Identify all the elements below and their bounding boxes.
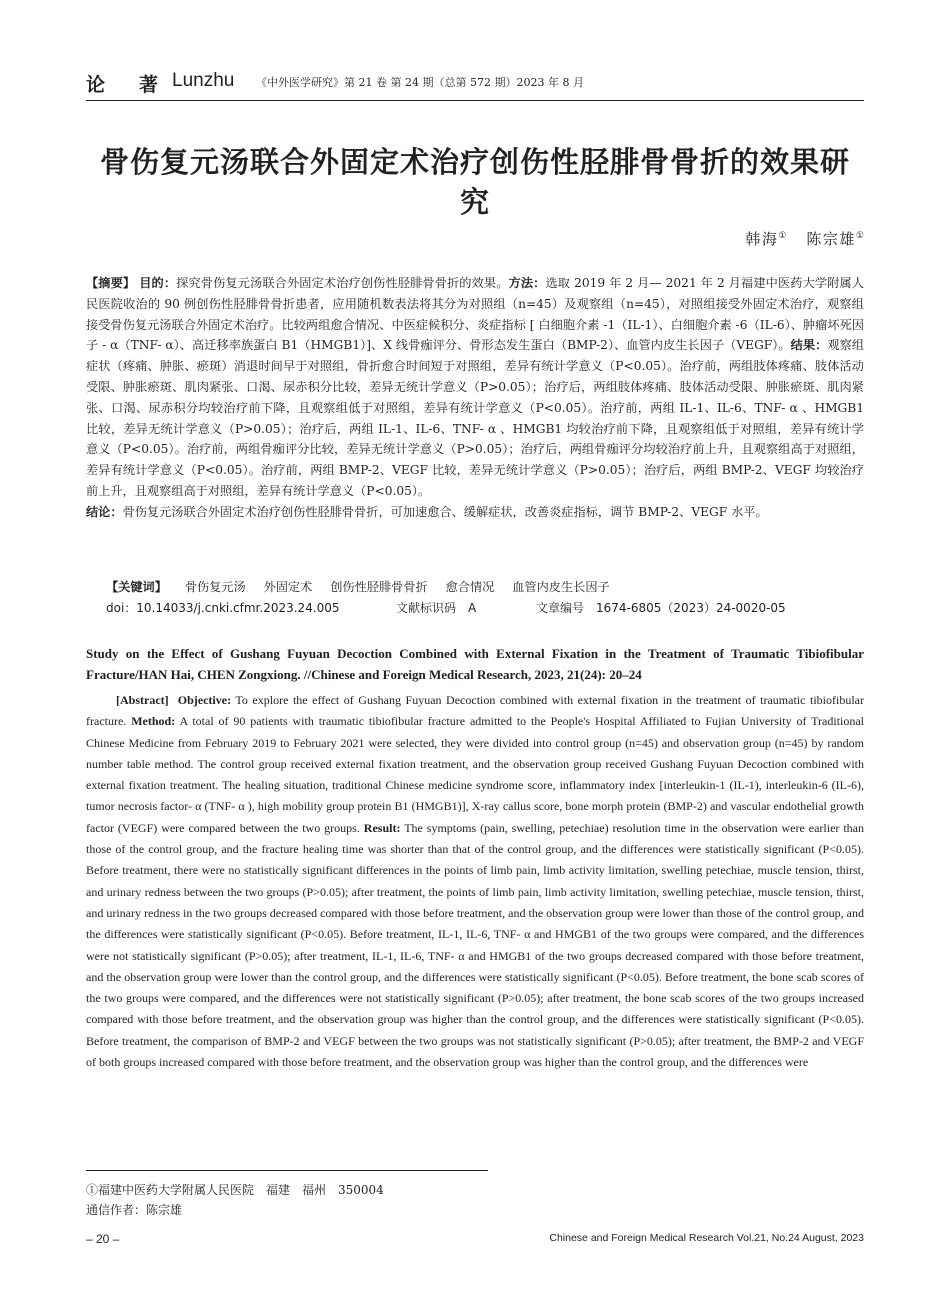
method-text: 选取 2019 年 2 月— 2021 年 2 月福建中医药大学附属人民医院收治的 90 例创伤性胫腓骨骨折患者，应用随机数表法将其分为对照组（n=45）及观察组（n=45），对照组接受外固定术治疗，观察组接受骨伤复元汤联合外固定术治疗。比较两组愈合情况、中医症候积分、炎症指标 [ 白细胞介素 -1（IL-1）、白细胞介素 -6（IL-6）、肿瘤坏死因子 - α（TNF- α）、高迁移率族蛋白 B1（HMGB1）]、X 线骨痂评分、骨形态发生蛋白（BMP-2）、血管内皮生长因子（VEGF）。	[86, 276, 865, 353]
footnote-divider	[86, 1170, 488, 1171]
footnotes	[86, 1180, 384, 1220]
en-objective-text: To explore the effect of Gushang Fuyuan Decoction combined with external fixation in the treatment of traumatic tibiofibular fracture.	[86, 693, 864, 729]
keyword: 血管内皮生长因子	[512, 580, 610, 594]
method-label: 方法：	[508, 276, 546, 290]
abstract-chinese	[86, 273, 864, 523]
journal-issue: 《中外医学研究》第 21 卷 第 24 期（总第 572 期）2023 年 8 月	[256, 76, 584, 89]
en-method-text: A total of 90 patients with traumatic tibiofibular fracture admitted to the People's Hospital Affiliated to Fujian University of Traditional Chinese Medicine from February 2019 to February 2021 were selected, they were divided into control group (n=45) and observation group (n=45) by random number table method. The control group received external fixation treatment, and the observation group received Gushang Fuyuan Decoction combined with external fixation treatment. The healing situation, traditional Chinese medicine syndrome score, inflammatory index [interleukin-1 (IL-1), interleukin-6 (IL-6), tumor necrosis factor- α (TNF- α ), high mobility group protein B1 (HMGB1)], X-ray callus score, bone morph protein (BMP-2) and vascular endothelial growth factor (VEGF) were compared between the two groups.	[86, 714, 865, 835]
author-name: 陈宗雄	[806, 230, 856, 248]
keyword: 创伤性胫腓骨骨折	[330, 580, 428, 594]
article-title: 骨伤复元汤联合外固定术治疗创伤性胫腓骨骨折的效果研究	[99, 145, 850, 219]
english-title: Study on the Effect of Gushang Fuyuan Decoction Combined with External Fixation in the Treatment of Traumatic Tibiofibular Fracture/HAN Hai, CHEN Zongxiong. //Chinese and Foreign Medical Research, 2023, 21(24): 20–24	[86, 646, 864, 682]
abstract-english	[86, 690, 864, 1073]
keywords-label: 【关键词】	[106, 580, 167, 594]
conclusion-text: 骨伤复元汤联合外固定术治疗创伤性胫腓骨骨折，可加速愈合、缓解症状，改善炎症指标，调节 BMP-2、VEGF 水平。	[122, 504, 768, 519]
en-result-label: Result:	[363, 820, 401, 835]
en-abstract-label: [Abstract]	[116, 693, 169, 707]
author-affiliation-mark: ①	[778, 231, 787, 241]
running-header	[86, 66, 864, 96]
abstract-label: 【摘要】	[86, 276, 136, 290]
objective-label: 目的：	[139, 276, 177, 290]
en-method-label: Method:	[131, 714, 176, 729]
en-result-text: The symptoms (pain, swelling, petechiae) resolution time in the observation were earlier than those of the control group, and the fracture healing time was shorter than that of the control group, and the differences were statistically significant (P<0.05). Before treatment, there were no statistically significant differences in the points of limb pain, limb activity limitation, swelling petechiae, muscle tension, thirst, and urinary redness between the two groups (P>0.05); after treatment, the points of limb pain, limb activity limitation, swelling petechiae, muscle tension, thirst, and urinary redness in the two groups decreased compared with those before treatment, and the observation group were lower than those of the control group, and the differences were statistically significant (P<0.05). Before treatment, IL-1, IL-6, TNF- α and HMGB1 of the two groups were compared, and the differences were not statistically significant (P>0.05); after treatment, IL-1, IL-6, TNF- α and HMGB1 of the two groups decreased compared with those before treatment, and the observation group were lower than the control group, and the differences were statistically significant (P<0.05). Before treatment, the bone scab scores of the two groups were compared, and the differences were not statistically significant (P>0.05); after treatment, the bone scab scores of the two groups increased compared with those before treatment, and the observation group was higher than the control group, and the differences were statistically significant (P<0.05). Before treatment, the comparison of BMP-2 and VEGF between the two groups was not statistically significant (P>0.05); after treatment, the BMP-2 and VEGF of both groups increased compared with those before treatment, and the observation group was higher than the control group, and the differences were	[86, 820, 865, 1070]
result-text: 观察组症状（疼痛、肿胀、瘀斑）消退时间早于对照组，骨折愈合时间短于对照组，差异有统计学意义（P<0.05）。治疗前，两组肢体疼痛、肢体活动受限、肿胀瘀斑、肌肉紧张、口渴、尿赤积分比较，差异无统计学意义（P>0.05）；治疗后，两组肢体疼痛、肢体活动受限、肿胀瘀斑、肌肉紧张、口渴、尿赤积分均较治疗前下降，且观察组低于对照组，差异有统计学意义（P<0.05）。治疗前，两组 IL-1、IL-6、TNF- α 、HMGB1 比较，差异无统计学意义（P>0.05）；治疗后，两组 IL-1、IL-6、TNF- α 、HMGB1 均较治疗前下降，且观察组低于对照组，差异有统计学意义（P<0.05）。治疗前，两组骨痂评分比较，差异无统计学意义（P>0.05）；治疗后，两组骨痂评分均较治疗前上升，且观察组高于对照组，差异有统计学意义（P<0.05）。治疗前，两组 BMP-2、VEGF 比较，差异无统计学意义（P>0.05）；治疗后，两组 BMP-2、VEGF 均较治疗前上升，且观察组高于对照组，差异有统计学意义（P<0.05）。	[86, 338, 865, 498]
affiliation-note: ①福建中医药大学附属人民医院 福建 福州 350004	[86, 1183, 384, 1197]
article-identifiers	[106, 598, 866, 618]
page-number: – 20 –	[86, 1232, 120, 1246]
keyword: 骨伤复元汤	[184, 580, 246, 594]
keywords	[106, 577, 624, 597]
objective-text: 探究骨伤复元汤联合外固定术治疗创伤性胫腓骨骨折的效果。	[176, 276, 509, 290]
header-divider	[86, 100, 864, 101]
result-label: 结果：	[790, 338, 828, 353]
conclusion-label: 结论：	[86, 504, 123, 519]
keyword: 外固定术	[263, 580, 313, 594]
article-number: 文章编号 1674-6805（2023）24-0020-05	[536, 601, 786, 615]
author-list	[745, 228, 864, 249]
keyword: 愈合情况	[445, 580, 495, 594]
corresponding-author-note: 通信作者：陈宗雄	[86, 1203, 183, 1217]
author-affiliation-mark: ①	[855, 231, 864, 241]
en-objective-label: Objective:	[177, 693, 232, 707]
footer-journal: Chinese and Foreign Medical Research Vol.21, No.24 August, 2023	[549, 1232, 864, 1244]
author-name: 韩海	[745, 230, 779, 248]
section-category-en: Lunzhu	[172, 70, 235, 91]
document-code: 文献标识码 A	[396, 601, 477, 615]
section-category-cn: 论著	[86, 74, 193, 96]
doi: doi：10.14033/j.cnki.cfmr.2023.24.005	[106, 601, 340, 615]
